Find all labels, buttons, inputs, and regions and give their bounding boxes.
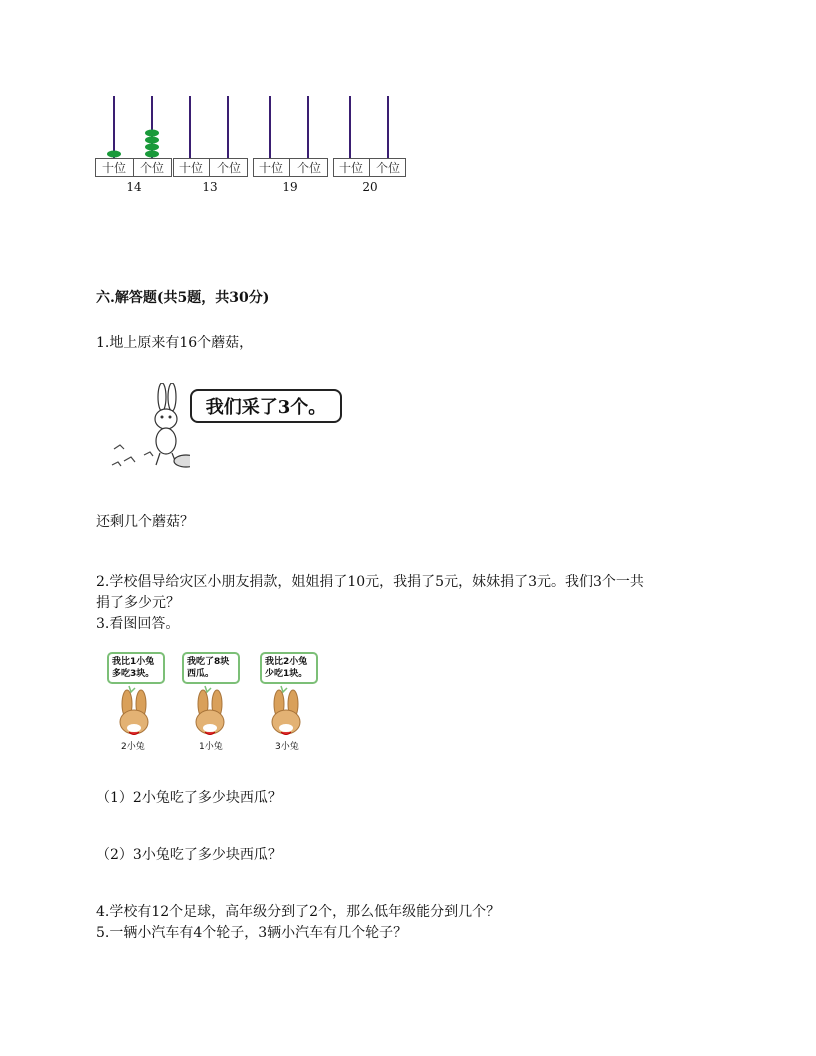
speech-bubble-1: 我吃了8块西瓜。 <box>182 652 240 684</box>
bead <box>145 137 159 144</box>
question-2-line-1: 2.学校倡导给灾区小朋友捐款，姐姐捐了10元，我捐了5元，妹妹捐了3元。我们3个一共 <box>96 574 644 590</box>
tens-label: 十位 <box>101 161 127 175</box>
bunny-label-2: 2小兔 <box>121 742 145 752</box>
bunnies-figure <box>105 648 330 753</box>
question-2-line-2: 捐了多少元？ <box>96 595 180 611</box>
abacus-1 <box>96 96 172 177</box>
tens-label: 十位 <box>338 161 364 175</box>
bunny-label-1: 1小兔 <box>199 742 223 752</box>
bunny-label-3: 3小兔 <box>275 742 299 752</box>
speech-bubble-3: 我比2小兔少吃1块。 <box>260 652 318 684</box>
abacus-number: 19 <box>282 180 298 194</box>
speech-bubble-2: 我比1小兔多吃3块。 <box>107 652 165 684</box>
bunny-icon <box>120 686 148 735</box>
question-5: 5.一辆小汽车有4个轮子，3辆小汽车有几个轮子？ <box>96 925 408 941</box>
abacus-number: 14 <box>126 180 142 194</box>
tens-label: 十位 <box>258 161 284 175</box>
question-1-line-2: 还剩几个蘑菇？ <box>96 514 194 530</box>
speech-bubble: 我们采了3个。 <box>190 389 342 423</box>
bead <box>145 130 159 137</box>
abacus-number: 13 <box>202 180 218 194</box>
question-3-sub-1: （1）2小兔吃了多少块西瓜？ <box>96 790 282 806</box>
section-title: 六.解答题(共5题，共30分) <box>96 290 270 306</box>
tens-label: 十位 <box>178 161 204 175</box>
ones-label: 个位 <box>375 161 401 175</box>
abacus-drawing <box>95 96 415 180</box>
ones-label: 个位 <box>139 161 165 175</box>
bunny-icon <box>196 686 224 735</box>
bead <box>145 151 159 158</box>
abacus-2 <box>174 96 248 177</box>
rabbit-mushroom-figure <box>110 383 345 475</box>
bunny-icon <box>272 686 300 735</box>
bunny-faces <box>105 684 330 742</box>
bead <box>145 144 159 151</box>
ones-label: 个位 <box>216 161 242 175</box>
abacus-3 <box>254 96 328 177</box>
rabbit-icon <box>110 383 190 475</box>
question-3-sub-2: （2）3小兔吃了多少块西瓜？ <box>96 847 282 863</box>
question-3-title: 3.看图回答。 <box>96 616 180 632</box>
bead <box>107 151 121 158</box>
question-4: 4.学校有12个足球，高年级分到了2个，那么低年级能分到几个？ <box>96 904 501 920</box>
abacus-number: 20 <box>362 180 378 194</box>
question-1-line-1: 1.地上原来有16个蘑菇， <box>96 335 254 351</box>
ones-label: 个位 <box>296 161 322 175</box>
abacus-figure <box>95 96 415 206</box>
abacus-4 <box>334 96 406 177</box>
